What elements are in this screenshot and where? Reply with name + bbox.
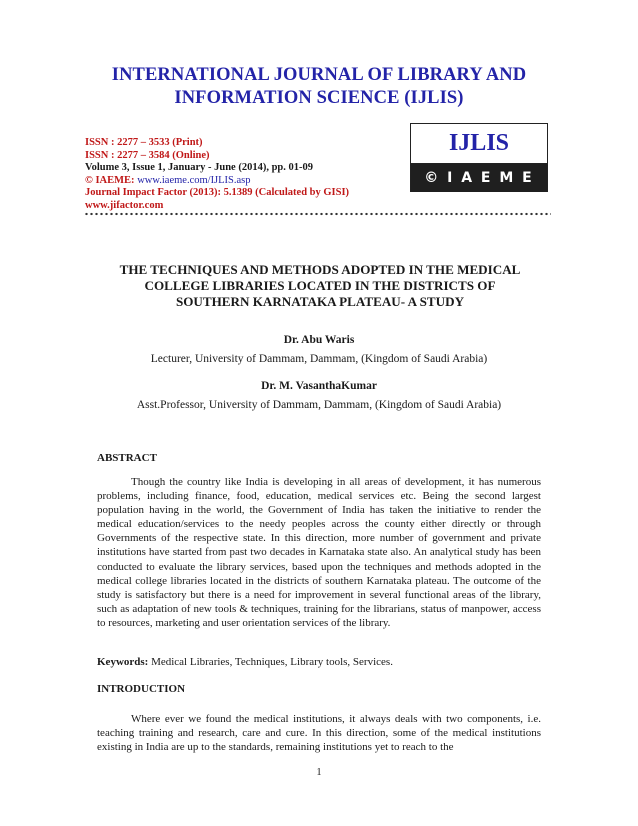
iaeme-line — [85, 175, 349, 188]
journal-title-line-1: INTERNATIONAL JOURNAL OF LIBRARY AND — [111, 65, 527, 85]
author-1-name: Dr. Abu Waris — [283, 334, 355, 346]
logo-subtitle: © I A E M E — [411, 164, 547, 192]
paper-title — [90, 262, 550, 310]
paper-title-line-3: SOUTHERN KARNATAKA PLATEAU- A STUDY — [175, 294, 465, 309]
author-2-affiliation: Asst.Professor, University of Dammam, Dammam, (Kingdom of Saudi Arabia) — [136, 399, 502, 411]
abstract-heading: ABSTRACT — [97, 452, 157, 464]
dotted-divider — [84, 212, 551, 216]
volume-info: Volume 3, Issue 1, January - June (2014), pp. 01-09 — [85, 162, 314, 174]
journal-title-line-2: INFORMATION SCIENCE (IJLIS) — [174, 88, 464, 108]
iaeme-url-link[interactable]: www.iaeme.com/IJLIS.asp — [137, 174, 251, 186]
keywords-text: Medical Libraries, Techniques, Library tools, Services. — [148, 656, 393, 668]
paper-title-line-1: THE TECHNIQUES AND METHODS ADOPTED IN THE MEDICAL — [119, 262, 521, 277]
issn-online: ISSN : 2277 – 3584 (Online) — [85, 149, 210, 161]
keywords-label: Keywords: — [97, 656, 149, 668]
abstract-text: Though the country like India is developing in all areas of development, it has numerous problems, including finance, food, education, medical services etc. Being the second largest population having in the world, the Government of India has taken the initiative to render the medical education/services to the needy peoples across the county either directly or through Governments of the respective state. In this direction, more number of government and private institutions have started from past two decades in Karnataka state also. An analytical study has been conducted to evaluate the library services, based upon the techniques and methods adopted in the medical college libraries located in the districts of southern Karnataka plateau. The outcome of the study is satisfactory but there is a need for improvement in several functional areas of the library, such as adaptation of new tools & techniques, training for the librarians, status of manpower, access to resources, marketing and user orientation services of the library. — [97, 476, 541, 629]
paper-title-line-2: COLLEGE LIBRARIES LOCATED IN THE DISTRICTS OF — [144, 278, 496, 293]
journal-metadata — [85, 137, 349, 213]
page-number: 1 — [316, 767, 322, 778]
journal-logo — [410, 123, 548, 192]
jifactor-link[interactable]: www.jifactor.com — [85, 199, 164, 211]
iaeme-label: © IAEME: — [85, 174, 138, 186]
keywords — [97, 656, 393, 668]
introduction-text: Where ever we found the medical institutions, it always deals with two components, i.e. teaching training and research, care and cure. In this direction, some of the medical institutions existing in India are up to the standards, remaining institutions yet to reach to the — [97, 713, 541, 754]
logo-title: IJLIS — [411, 124, 547, 164]
impact-factor: Journal Impact Factor (2013): 5.1389 (Calculated by GISI) — [85, 187, 350, 199]
journal-title — [60, 64, 578, 110]
issn-print: ISSN : 2277 – 3533 (Print) — [85, 137, 203, 148]
author-1-affiliation: Lecturer, University of Dammam, Dammam, (Kingdom of Saudi Arabia) — [150, 353, 488, 365]
author-2-name: Dr. M. VasanthaKumar — [261, 380, 377, 392]
introduction-heading: INTRODUCTION — [97, 683, 186, 695]
